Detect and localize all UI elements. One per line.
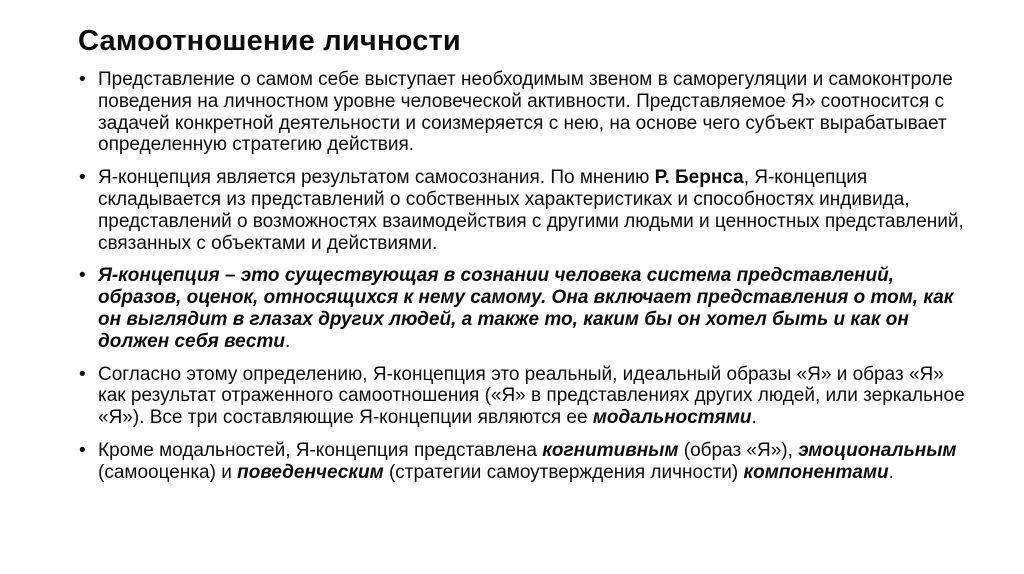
text-segment: Я-концепция – это существующая в сознании человека система представлений, образов, оценок, относящихся к нему самому. Она включает представления о том, как он выглядит в глазах других людей, а также то, каким бы он хотел быть и как он должен себя вести [98,265,954,352]
text-segment: (стратегии самоутверждения личности) [383,461,744,483]
text-segment: Согласно этому определению, Я-концепция это реальный, идеальный образы «Я» и образ «Я» как результат отраженного самоотношения («Я» в представлениях других людей, или зеркальное «Я»). Все три составляющие Я-концепции являются ее [98,363,965,429]
text-segment: эмоциональным [798,439,957,461]
text-segment: (самооценка) и [98,461,238,483]
text-segment: компонентами [743,461,889,483]
text-segment: Я-концепция является результатом самосознания. По мнению [98,167,655,189]
bullet-item [78,69,970,156]
bullet-item [78,364,970,429]
bullet-item [78,167,970,254]
slide-title: Самоотношение личности [78,25,461,57]
bullet-list [78,69,970,484]
bullet-item [78,265,970,352]
text-segment: Представление о самом себе выступает необходимым звеном в саморегуляции и самоконтроле поведения на личностном уровне человеческой активности. Представляемое Я» соотносится с задачей конкретной деятельности и соизмеряется с нею, на основе чего субъект вырабатывает определенную стратегию действия. [98,69,953,156]
text-segment: когнитивным [542,439,679,461]
text-segment: , Я-концепция складывается из представлений о собственных характеристиках и способностях индивида, представлений о возможностях взаимодействия с другими людьми и ценностных представлений, связанных с объектами и действиями. [98,167,964,254]
bullet-item [78,440,970,484]
text-segment: Р. Бернса [654,167,744,189]
text-segment: . [888,461,894,483]
text-segment: . [284,330,291,352]
text-segment: модальностями [592,407,752,429]
text-segment: поведенческим [237,461,384,483]
text-segment: Кроме модальностей, Я-концепция представлена [98,439,543,461]
text-segment: (образ «Я»), [678,439,799,461]
text-segment: . [751,407,757,429]
